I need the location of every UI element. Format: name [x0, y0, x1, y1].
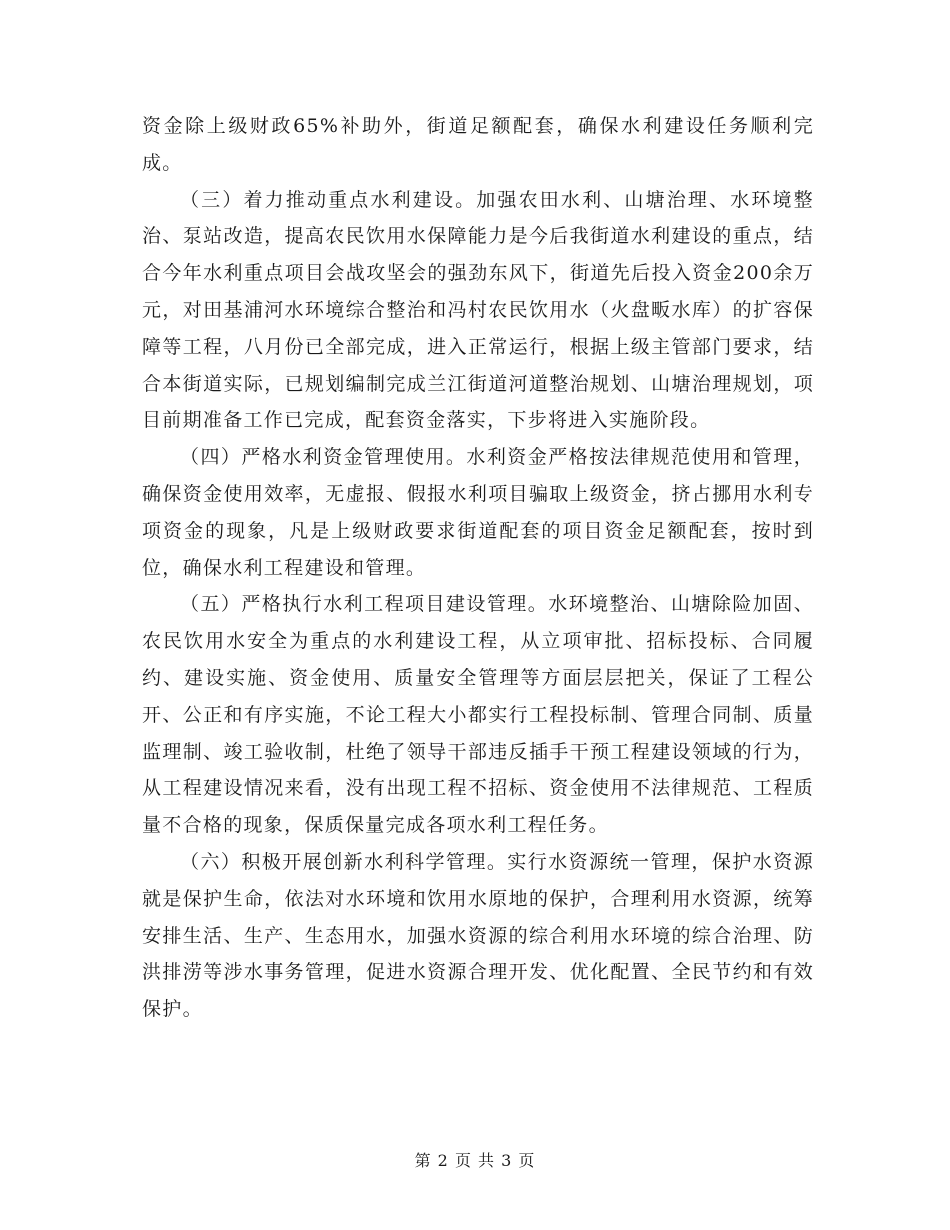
- paragraph-continuation: 资金除上级财政65%补助外，街道足额配套，确保水利建设任务顺利完成。: [142, 115, 814, 174]
- page-number-footer: 第 2 页 共 3 页: [414, 1151, 536, 1170]
- paragraph-section-3: （三）着力推动重点水利建设。加强农田水利、山塘治理、水环境整治、泵站改造，提高农民饮用水保障能力是今后我街道水利建设的重点，结合今年水利重点项目会战攻坚会的强劲东风下，街道先后投入资金200余万元，对田基浦河水环境综合整治和冯村农民饮用水（火盘畈水库）的扩容保障等工程，八月份已全部完成，进入正常运行，根据上级主管部门要求，结合本街道实际，已规划编制完成兰江街道河道整治规划、山塘治理规划，项目前期准备工作已完成，配套资金落实，下步将进入实施阶段。: [142, 188, 814, 432]
- paragraph-section-6: （六）积极开展创新水利科学管理。实行水资源统一管理，保护水资源就是保护生命，依法对水环境和饮用水原地的保护，合理利用水资源，统筹安排生活、生产、生态用水，加强水资源的综合利用水环境的综合治理、防洪排涝等涉水事务管理，促进水资源合理开发、优化配置、全民节约和有效保护。: [142, 850, 814, 1021]
- paragraph-section-5: （五）严格执行水利工程项目建设管理。水环境整治、山塘除险加固、农民饮用水安全为重点的水利建设工程，从立项审批、招标投标、合同履约、建设实施、资金使用、质量安全管理等方面层层把关，保证了工程公开、公正和有序实施，不论工程大小都实行工程投标制、管理合同制、质量监理制、竣工验收制，杜绝了领导干部违反插手干预工程建设领域的行为，从工程建设情况来看，没有出现工程不招标、资金使用不法律规范、工程质量不合格的现象，保质保量完成各项水利工程任务。: [142, 593, 814, 837]
- paragraph-section-4: （四）严格水利资金管理使用。水利资金严格按法律规范使用和管理，确保资金使用效率，无虚报、假报水利项目骗取上级资金，挤占挪用水利专项资金的现象，凡是上级财政要求街道配套的项目资金足额配套，按时到位，确保水利工程建设和管理。: [142, 446, 814, 579]
- document-body: [142, 108, 814, 1028]
